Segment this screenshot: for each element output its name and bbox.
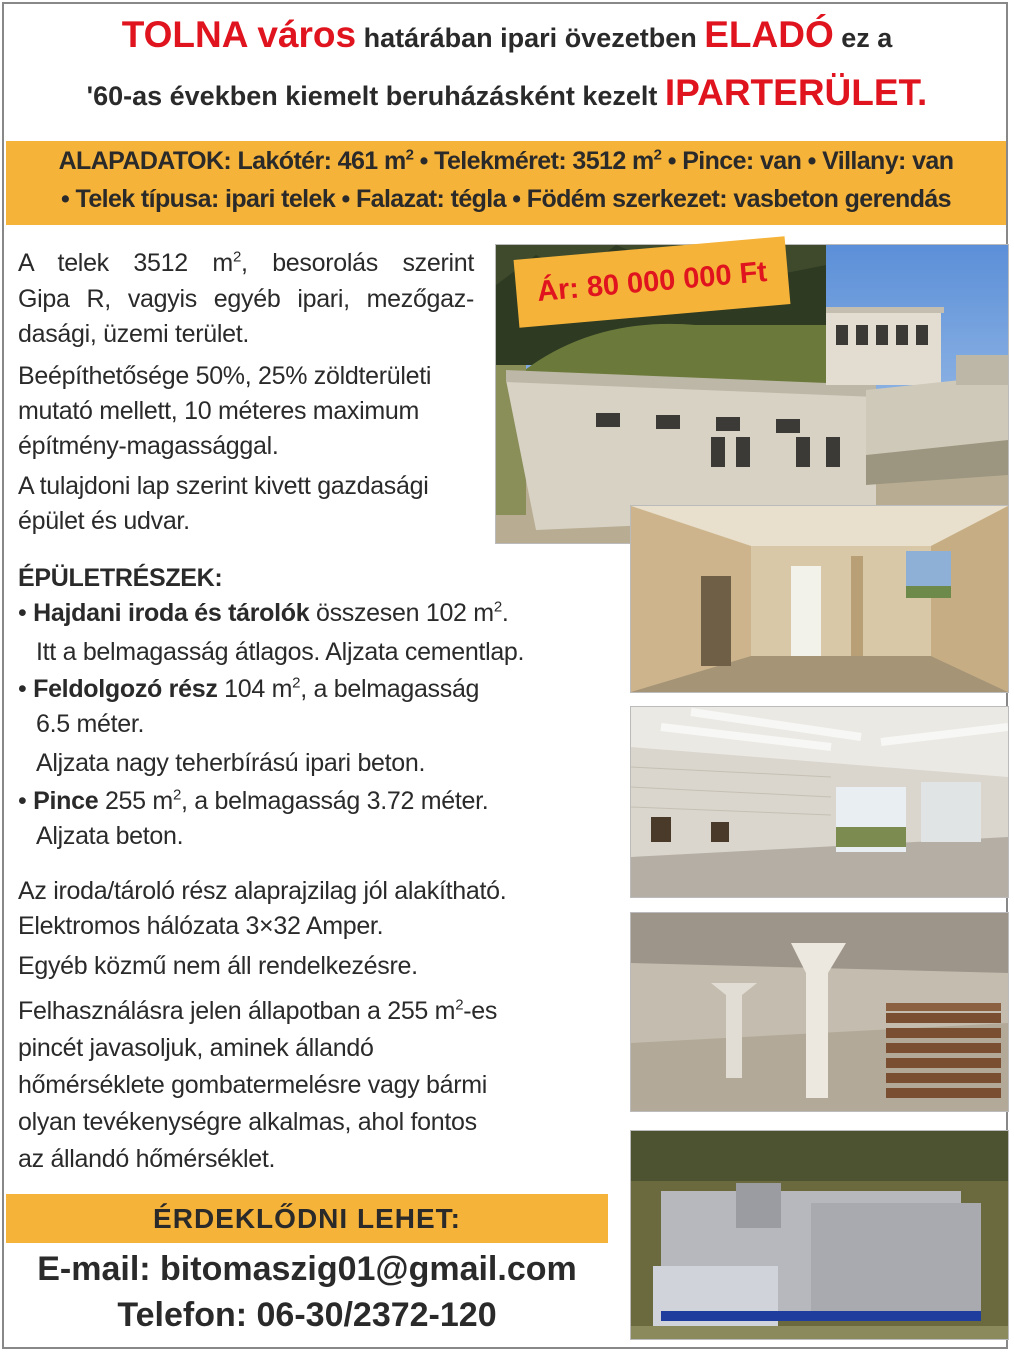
bullet: •	[18, 675, 27, 703]
intro-line-1	[18, 247, 474, 279]
photo-aerial-roof	[630, 1130, 1009, 1340]
intro-text-b: , besorolás szerint	[240, 249, 474, 277]
part-1-size: összesen 102 m	[309, 599, 494, 627]
intro-sup: 2	[232, 248, 241, 266]
headline-for-sale: ELADÓ	[704, 14, 834, 55]
part-3-sup: 2	[172, 786, 181, 804]
headline-line-1	[0, 14, 1014, 56]
part-2-line-2: 6.5 méter.	[36, 710, 145, 738]
facts-sup-2: 2	[653, 146, 662, 164]
photo-processing-hall	[630, 706, 1009, 898]
note-2-text-a: Felhasználásra jelen állapotban a 255 m	[18, 997, 456, 1025]
note-1-line-2: Elektromos hálózata 3×32 Amper.	[18, 912, 384, 940]
part-3-line-2: Aljzata beton.	[36, 822, 184, 850]
parts-title: ÉPÜLETRÉSZEK:	[18, 564, 223, 592]
note-1-line-3: Egyéb közmű nem áll rendelkezésre.	[18, 952, 418, 980]
part-3-name: Pince	[33, 787, 99, 815]
part-2-name: Feldolgozó rész	[33, 675, 218, 703]
headline-text-3: '60-as években kiemelt beruházásként kezelt	[86, 81, 665, 111]
part-1-end: .	[501, 599, 509, 627]
intro-line-2: Gipa R, vagyis egyéb ipari, mezőgaz-	[18, 285, 474, 313]
part-2-end: , a belmagasság	[300, 675, 480, 703]
note-2-line-1	[18, 995, 497, 1027]
part-3-end: , a belmagasság 3.72 méter.	[181, 787, 489, 815]
part-1-line-1	[18, 597, 509, 629]
contact-email[interactable]: E-mail: bitomaszig01@gmail.com	[37, 1250, 577, 1288]
part-1-line-2: Itt a belmagasság átlagos. Aljzata cementlap.	[36, 638, 525, 666]
part-1-sup: 2	[493, 598, 502, 616]
note-2-line-4: olyan tevékenységre alkalmas, ahol fontos	[18, 1108, 477, 1136]
part-3-line-1	[18, 785, 488, 817]
intro-line-7: A tulajdoni lap szerint kivett gazdasági	[18, 472, 429, 500]
note-1-line-1: Az iroda/tároló rész alaprajzilag jól alakítható.	[18, 877, 507, 905]
facts-band	[6, 141, 1006, 225]
facts-line-1	[6, 147, 1006, 176]
part-2-sup: 2	[292, 674, 301, 692]
note-2-text-b: -es	[463, 997, 498, 1025]
bullet: •	[18, 599, 27, 627]
part-3-size: 255 m	[98, 787, 173, 815]
contact-heading: ÉRDEKLŐDNI LEHET:	[6, 1194, 608, 1243]
part-1-name: Hajdani iroda és tárolók	[33, 599, 310, 627]
price-tag: Ár: 80 000 000 Ft	[514, 236, 791, 327]
contact-phone[interactable]: Telefon: 06-30/2372-120	[117, 1296, 497, 1334]
photo-basement	[630, 912, 1009, 1112]
part-2-line-1	[18, 673, 479, 705]
headline-industrial-area: IPARTERÜLET.	[664, 72, 928, 113]
facts-line-2: • Telek típusa: ipari telek • Falazat: tégla • Födém szerkezet: vasbeton gerendás	[61, 185, 951, 213]
part-2-size: 104 m	[217, 675, 293, 703]
facts-living: Lakótér: 461 m	[231, 147, 406, 175]
headline-line-2	[0, 72, 1014, 114]
facts-plot: • Telekméret: 3512 m	[413, 147, 654, 175]
headline-town: TOLNA város	[121, 14, 357, 55]
facts-rest: • Pince: van • Villany: van	[661, 147, 954, 175]
bullet: •	[18, 787, 27, 815]
headline-text-2: ez a	[833, 23, 893, 53]
facts-label: ALAPADATOK:	[58, 147, 232, 175]
intro-line-6: építmény-magassággal.	[18, 432, 279, 460]
photo-corridor-interior	[630, 505, 1009, 693]
intro-text-a: A telek 3512 m	[18, 249, 233, 277]
note-2-sup: 2	[455, 996, 464, 1014]
note-2-line-3: hőmérséklete gombatermelésre vagy bármi	[18, 1071, 488, 1099]
facts-sup-1: 2	[405, 146, 414, 164]
intro-line-8: épület és udvar.	[18, 507, 190, 535]
intro-line-3: dasági, üzemi terület.	[18, 320, 250, 348]
note-2-line-2: pincét javasoljuk, aminek állandó	[18, 1034, 374, 1062]
intro-line-5: mutató mellett, 10 méteres maximum	[18, 397, 420, 425]
headline-text-1: határában ipari övezetben	[356, 23, 705, 53]
intro-line-4: Beépíthetősége 50%, 25% zöldterületi	[18, 362, 432, 390]
part-2-line-3: Aljzata nagy teherbírású ipari beton.	[36, 749, 426, 777]
note-2-line-5: az állandó hőmérséklet.	[18, 1145, 276, 1173]
